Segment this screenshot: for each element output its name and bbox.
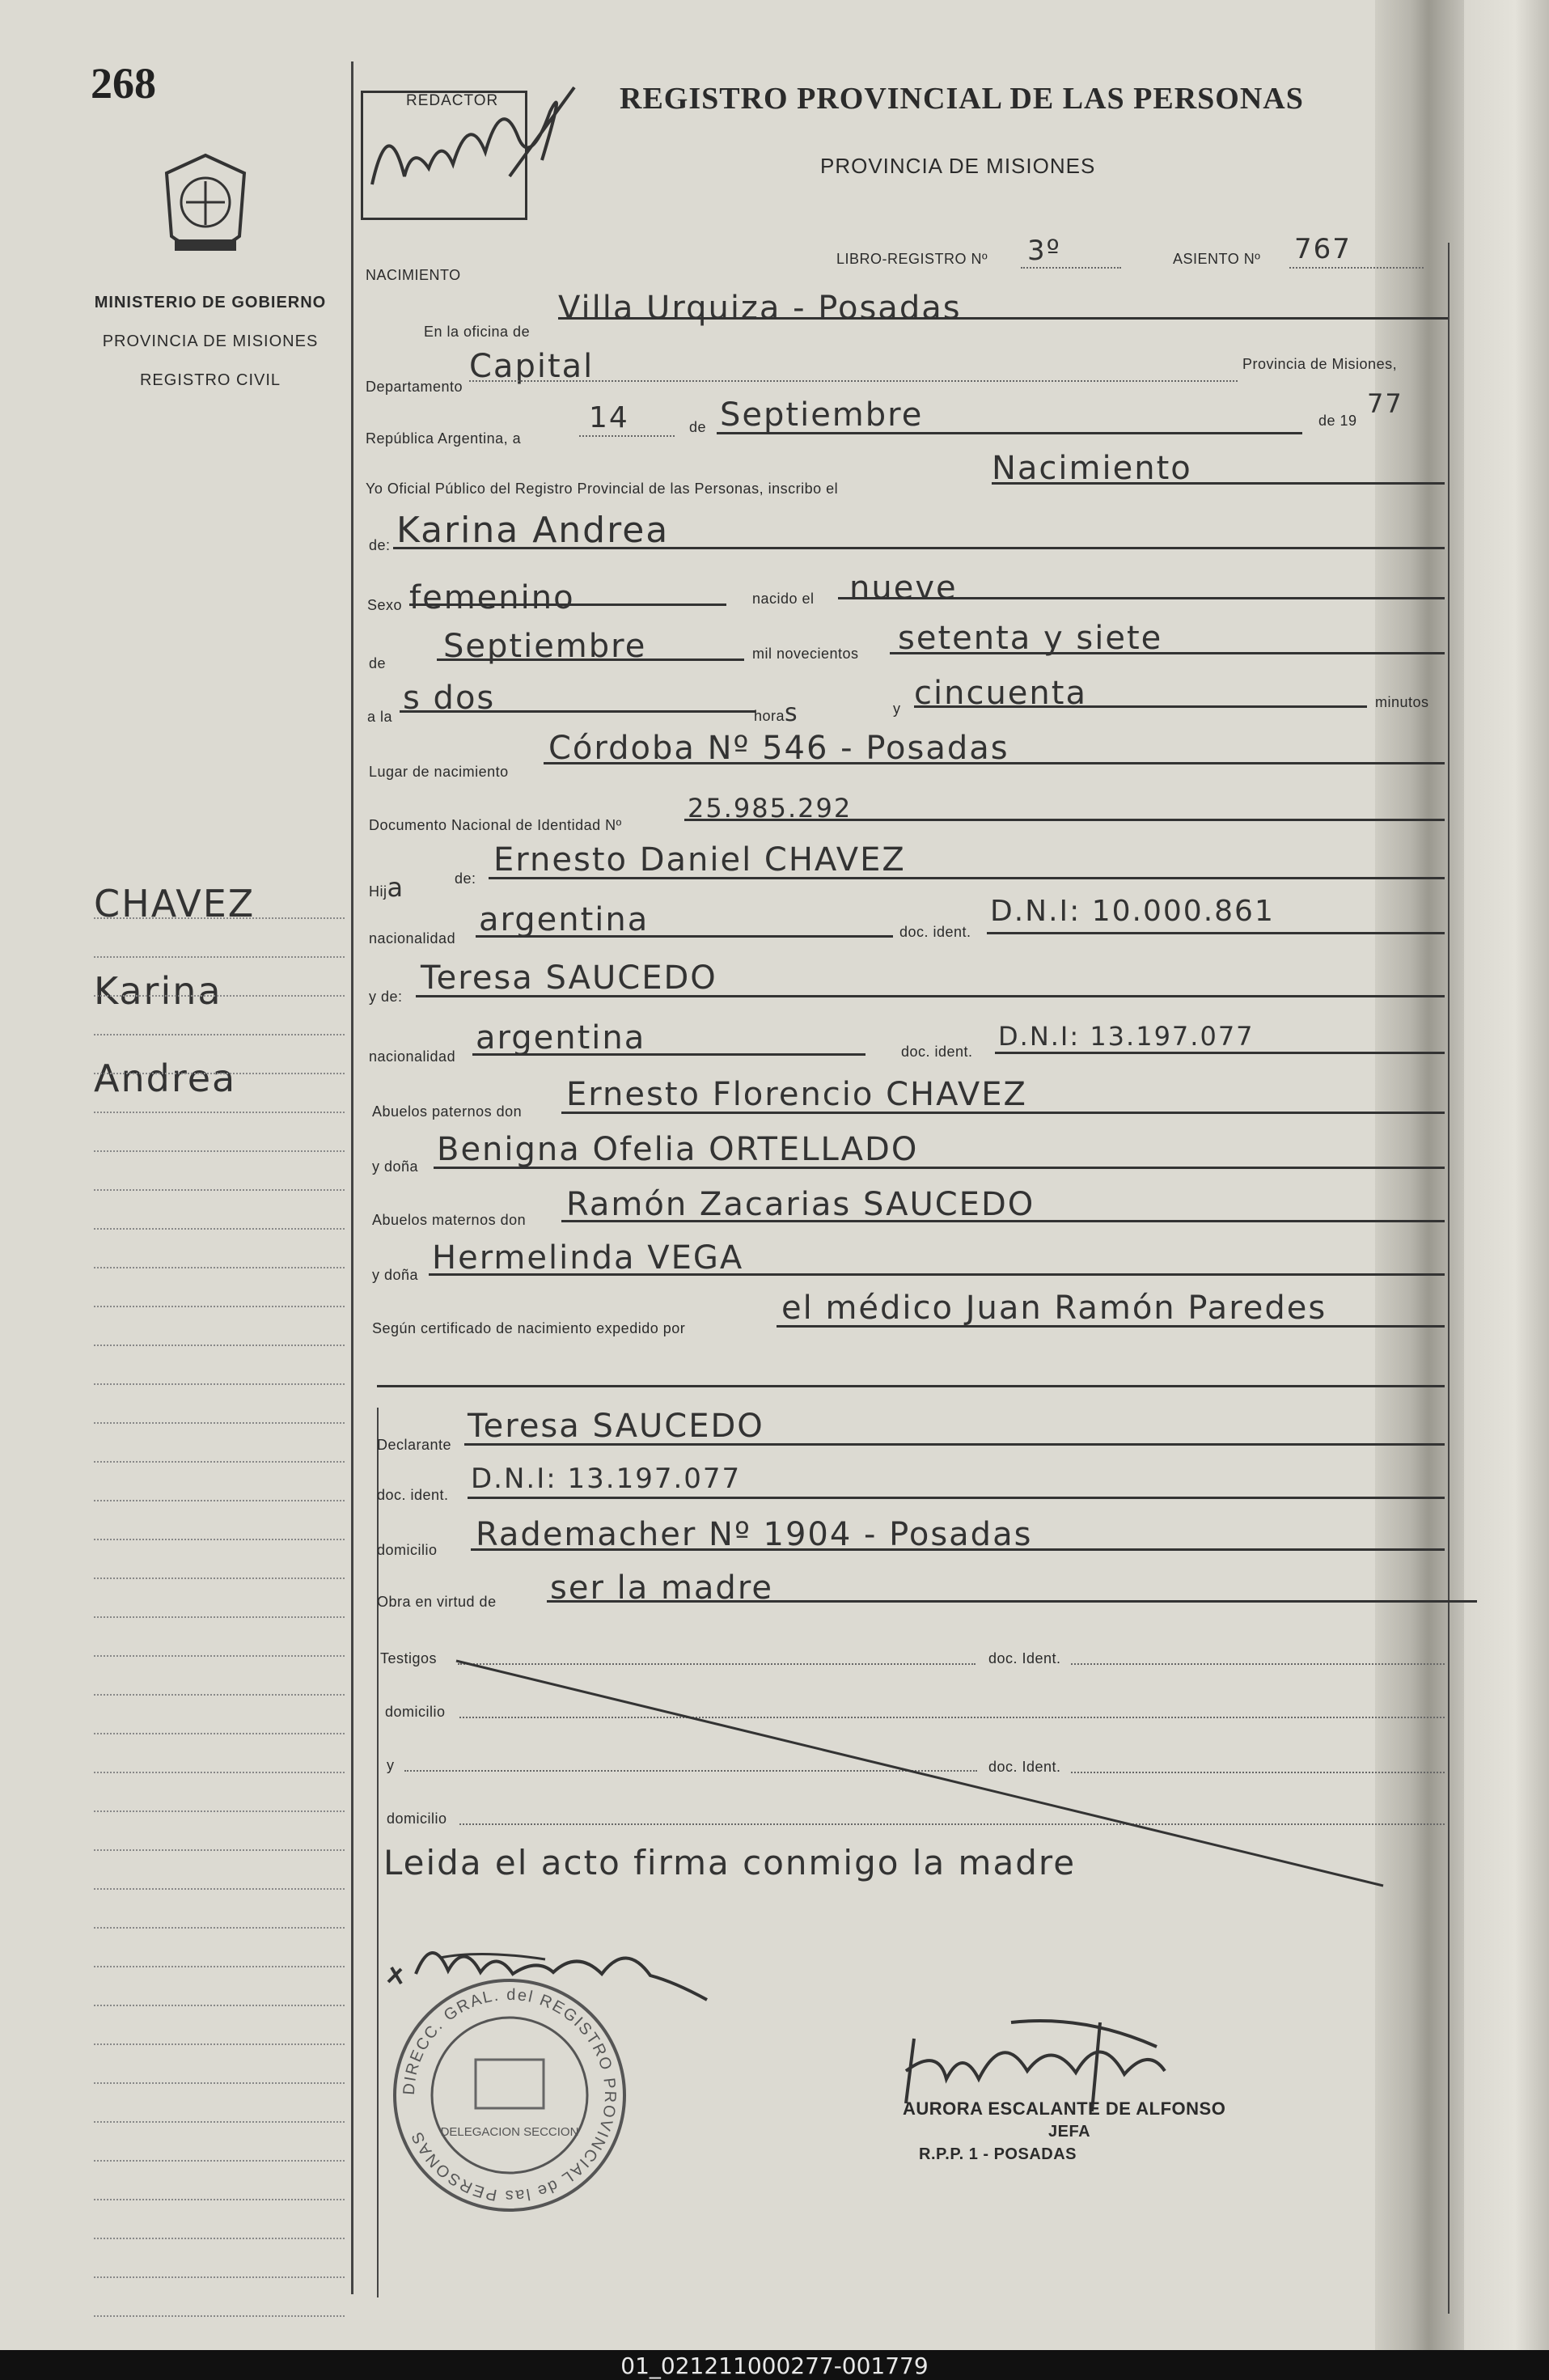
abp2-value: Benigna Ofelia ORTELLADO bbox=[437, 1131, 919, 1168]
margin-first-name: Karina bbox=[94, 969, 222, 1013]
margin-ruled-line bbox=[94, 956, 345, 958]
decl-doc-line bbox=[468, 1497, 1445, 1499]
margin-ruled-line bbox=[94, 1461, 345, 1463]
officer-title: JEFA bbox=[1048, 2123, 1091, 2141]
margin-ruled-line bbox=[94, 1577, 345, 1579]
horas-suffix: s bbox=[785, 699, 799, 727]
mes-value: Septiembre bbox=[720, 396, 924, 434]
nacido-label: nacido el bbox=[752, 591, 815, 607]
margin-ruled-line bbox=[94, 1034, 345, 1035]
declarante-value: Teresa SAUCEDO bbox=[468, 1408, 764, 1445]
obra-label: Obra en virtud de bbox=[377, 1594, 497, 1610]
margin-ruled-line bbox=[94, 1966, 345, 1967]
redactor-label: REDACTOR bbox=[406, 92, 499, 109]
hora-line bbox=[400, 710, 755, 713]
lugar-line bbox=[544, 762, 1445, 764]
acto-line bbox=[992, 482, 1445, 485]
de2-label: de: bbox=[369, 537, 391, 553]
doc1-line bbox=[987, 932, 1445, 934]
sexo-label: Sexo bbox=[367, 597, 403, 613]
anio-label: de 19 bbox=[1318, 413, 1357, 429]
oficial-label: Yo Oficial Público del Registro Provincial de las Personas, inscribo el bbox=[366, 481, 839, 497]
nac2-label: nacionalidad bbox=[369, 1048, 456, 1065]
margin-ruled-line bbox=[94, 1383, 345, 1385]
redactor-signature bbox=[364, 63, 582, 225]
doc1-value: D.N.I: 10.000.861 bbox=[990, 895, 1275, 928]
margin-ruled-line bbox=[94, 1500, 345, 1501]
obra-line bbox=[547, 1600, 1477, 1603]
nac2-line bbox=[472, 1053, 865, 1056]
document-subtitle: PROVINCIA DE MISIONES bbox=[820, 154, 1096, 178]
abp-line bbox=[561, 1112, 1445, 1114]
margin-ruled-line bbox=[94, 1228, 345, 1230]
mil-label: mil novecientos bbox=[752, 646, 859, 662]
nombre-value: Karina Andrea bbox=[396, 510, 670, 551]
mes-line bbox=[717, 432, 1302, 434]
nac1-line bbox=[476, 935, 893, 938]
doc2-label: doc. ident. bbox=[901, 1044, 973, 1060]
asiento-label: ASIENTO Nº bbox=[1173, 251, 1261, 267]
dni-line bbox=[684, 819, 1445, 821]
margin-ruled-line bbox=[94, 1345, 345, 1346]
departamento-line bbox=[469, 380, 1238, 382]
official-round-stamp bbox=[388, 1974, 631, 2217]
margin-ruled-line bbox=[94, 2238, 345, 2239]
province-name: PROVINCIA DE MISIONES bbox=[102, 332, 319, 350]
sexo-value: femenino bbox=[409, 579, 575, 616]
abp2-line bbox=[434, 1167, 1445, 1169]
margin-ruled-line bbox=[94, 1422, 345, 1424]
stamp-inner-text: DELEGACION SECCION bbox=[440, 2125, 579, 2139]
lugar-label: Lugar de nacimiento bbox=[369, 764, 509, 780]
anio-nac-value: setenta y siete bbox=[898, 620, 1163, 657]
margin-surname: CHAVEZ bbox=[94, 882, 256, 925]
domicilio-label: domicilio bbox=[377, 1542, 438, 1558]
republica-label: República Argentina, a bbox=[366, 430, 522, 447]
asiento-line bbox=[1289, 267, 1424, 269]
oficina-value: Villa Urquiza - Posadas bbox=[558, 290, 962, 327]
nacimiento-label: NACIMIENTO bbox=[366, 267, 461, 283]
margin-ruled-line bbox=[94, 1073, 345, 1074]
declarante-label: Declarante bbox=[377, 1437, 452, 1453]
issuing-office bbox=[81, 283, 340, 400]
binding-edge bbox=[1375, 0, 1464, 2350]
abm-line bbox=[561, 1220, 1445, 1222]
de-label: de bbox=[689, 419, 707, 435]
t-dom2-label: domicilio bbox=[387, 1810, 447, 1827]
abm2-value: Hermelinda VEGA bbox=[432, 1239, 744, 1277]
declarante-line bbox=[464, 1443, 1445, 1446]
margin-ruled-line bbox=[94, 1733, 345, 1734]
margin-ruled-line bbox=[94, 1655, 345, 1657]
asiento-value: 767 bbox=[1294, 233, 1352, 265]
registry-name: REGISTRO CIVIL bbox=[139, 371, 281, 389]
sexo-line bbox=[409, 603, 726, 606]
closing-statement: Leida el acto firma conmigo la madre bbox=[383, 1843, 1077, 1882]
margin-ruled-line bbox=[94, 1694, 345, 1696]
ala-label: a la bbox=[367, 709, 393, 725]
oficina-label: En la oficina de bbox=[424, 324, 531, 340]
hijo-text: Hij bbox=[369, 883, 387, 900]
de3-label: de bbox=[369, 655, 387, 671]
hijo-label bbox=[369, 872, 404, 903]
t-doc-label: doc. Ident. bbox=[988, 1650, 1061, 1666]
nacido-value: nueve bbox=[849, 570, 958, 607]
minutos-value: cincuenta bbox=[914, 675, 1087, 712]
cert-value: el médico Juan Ramón Paredes bbox=[781, 1290, 1327, 1327]
nac2-value: argentina bbox=[476, 1019, 646, 1057]
doc1-label: doc. ident. bbox=[899, 924, 971, 940]
margin-ruled-line bbox=[94, 917, 345, 919]
document-title: REGISTRO PROVINCIAL DE LAS PERSONAS bbox=[620, 82, 1304, 116]
cert-label: Según certificado de nacimiento expedido por bbox=[372, 1320, 686, 1336]
margin-ruled-line bbox=[94, 2121, 345, 2123]
mes-nac-line bbox=[437, 659, 744, 661]
padre-value: Ernesto Daniel CHAVEZ bbox=[493, 841, 906, 879]
libro-label: LIBRO-REGISTRO Nº bbox=[836, 251, 988, 267]
padre-line bbox=[489, 877, 1445, 879]
margin-ruled-line bbox=[94, 2160, 345, 2162]
anio-nac-line bbox=[890, 652, 1445, 654]
margin-ruled-line bbox=[94, 1539, 345, 1540]
hijo-suffix: a bbox=[387, 872, 405, 903]
anio-value: 77 bbox=[1367, 388, 1403, 419]
margin-divider bbox=[351, 61, 353, 2294]
mes-nac-value: Septiembre bbox=[443, 628, 647, 665]
departamento-label: Departamento bbox=[366, 379, 463, 395]
madre-line bbox=[416, 995, 1445, 997]
margin-ruled-line bbox=[94, 1267, 345, 1268]
minutos-label: minutos bbox=[1375, 694, 1429, 710]
margin-ruled-line bbox=[94, 1306, 345, 1307]
margin-ruled-line bbox=[94, 1772, 345, 1773]
margin-ruled-line bbox=[94, 2199, 345, 2200]
domicilio-value: Rademacher Nº 1904 - Posadas bbox=[476, 1516, 1033, 1553]
form-right-border bbox=[1448, 243, 1450, 2314]
madre-value: Teresa SAUCEDO bbox=[421, 959, 717, 997]
margin-ruled-line bbox=[94, 1888, 345, 1890]
departamento-value: Capital bbox=[469, 348, 595, 385]
dni-value: 25.985.292 bbox=[688, 793, 853, 824]
nombre-line bbox=[393, 547, 1445, 549]
y-label: y bbox=[893, 701, 901, 717]
horas-text: hora bbox=[754, 708, 785, 724]
decl-doc-label: doc. ident. bbox=[377, 1487, 449, 1503]
abm-value: Ramón Zacarias SAUCEDO bbox=[566, 1186, 1035, 1223]
abm2-line bbox=[429, 1273, 1445, 1276]
libro-line bbox=[1021, 267, 1121, 269]
abm-label: Abuelos maternos don bbox=[372, 1212, 527, 1228]
margin-ruled-line bbox=[94, 2315, 345, 2317]
oficina-line bbox=[558, 317, 1448, 320]
margin-ruled-line bbox=[94, 1927, 345, 1929]
doc2-value: D.N.I: 13.197.077 bbox=[998, 1021, 1255, 1052]
margin-ruled-line bbox=[94, 1616, 345, 1618]
scan-id: 01_021211000277-001779 bbox=[620, 2352, 929, 2379]
decl-doc-value: D.N.I: 13.197.077 bbox=[471, 1463, 742, 1495]
domicilio-line bbox=[471, 1548, 1445, 1551]
margin-ruled-line bbox=[94, 1150, 345, 1152]
margin-ruled-line bbox=[94, 2276, 345, 2278]
margin-ruled-line bbox=[94, 1189, 345, 1191]
page-number: 268 bbox=[91, 59, 156, 108]
abp-label: Abuelos paternos don bbox=[372, 1103, 523, 1120]
nac1-value: argentina bbox=[479, 901, 650, 938]
margin-middle-name: Andrea bbox=[94, 1057, 237, 1100]
form-left-inner bbox=[377, 1408, 379, 2297]
hijo-de-label: de: bbox=[455, 870, 476, 887]
margin-ruled-line bbox=[94, 1849, 345, 1851]
cert-line-2 bbox=[377, 1385, 1445, 1387]
margin-ruled-line bbox=[94, 2043, 345, 2045]
stamp-ring-text: DIRECC. GRAL. del REGISTRO PROVINCIAL de las PERSONAS bbox=[400, 1985, 620, 2205]
margin-ruled-line bbox=[94, 2005, 345, 2006]
t-y-label: y bbox=[387, 1757, 395, 1773]
horas-label bbox=[754, 699, 799, 727]
obra-value: ser la madre bbox=[550, 1569, 773, 1607]
nacido-line bbox=[838, 597, 1445, 599]
officer-name: AURORA ESCALANTE DE ALFONSO bbox=[903, 2098, 1226, 2119]
dia-value: 14 bbox=[589, 401, 629, 434]
margin-ruled-line bbox=[94, 995, 345, 997]
margin-ruled-line bbox=[94, 1112, 345, 1113]
abp-value: Ernesto Florencio CHAVEZ bbox=[566, 1076, 1027, 1113]
t-dom-label: domicilio bbox=[385, 1704, 446, 1720]
provincia-label: Provincia de Misiones, bbox=[1242, 356, 1398, 372]
abm2-label: y doña bbox=[372, 1267, 419, 1283]
dni-label: Documento Nacional de Identidad Nº bbox=[369, 817, 622, 833]
ministry-name: MINISTERIO DE GOBIERNO bbox=[94, 294, 327, 311]
cert-line bbox=[777, 1325, 1445, 1328]
provincial-emblem-icon bbox=[159, 149, 252, 262]
lugar-value: Córdoba Nº 546 - Posadas bbox=[548, 730, 1009, 767]
libro-value: 3º bbox=[1027, 235, 1061, 267]
margin-ruled-line bbox=[94, 2082, 345, 2084]
acto-value: Nacimiento bbox=[992, 450, 1192, 487]
testigos-label: Testigos bbox=[380, 1650, 438, 1666]
officer-office: R.P.P. 1 - POSADAS bbox=[919, 2145, 1077, 2163]
minutos-line bbox=[914, 705, 1367, 708]
hora-value: s dos bbox=[403, 680, 496, 717]
abp2-label: y doña bbox=[372, 1158, 419, 1175]
nac1-label: nacionalidad bbox=[369, 930, 456, 946]
t-doc2-label: doc. Ident. bbox=[988, 1759, 1061, 1775]
margin-ruled-line bbox=[94, 1810, 345, 1812]
dia-line bbox=[579, 435, 675, 437]
next-page-edge bbox=[1464, 0, 1549, 2350]
yde-label: y de: bbox=[369, 989, 403, 1005]
doc2-line bbox=[995, 1052, 1445, 1054]
